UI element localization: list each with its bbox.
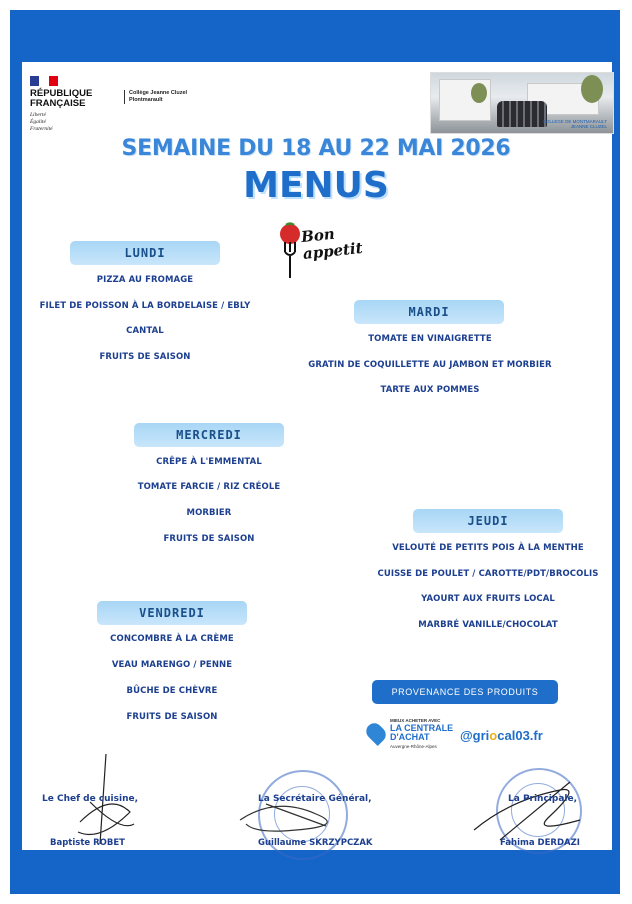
mardi-dish-2: GRATIN DE COQUILLETTE AU JAMBON ET MORBIER (308, 360, 552, 370)
menus-title: MENUS (243, 165, 389, 206)
day-lundi: LUNDI (70, 241, 220, 265)
week-title: SEMAINE DU 18 AU 22 MAI 2026 (121, 136, 511, 161)
secretaire-role: La Secrétaire Général, (258, 794, 372, 804)
chef-role: Le Chef de cuisine, (42, 794, 139, 804)
lundi-dish-3: CANTAL (126, 326, 164, 336)
college-name: Collège Jeanne Cluzel Plontmarault (124, 90, 187, 104)
bon-appetit-text: Bon appetit (300, 224, 364, 264)
day-vendredi: VENDREDI (97, 601, 247, 625)
jeudi-dish-1: VELOUTÉ DE PETITS POIS À LA MENTHE (392, 543, 584, 553)
agri-part-1: @gri (460, 728, 490, 743)
mercredi-dish-2: TOMATE FARCIE / RIZ CRÉOLE (137, 482, 281, 492)
provenance-label: PROVENANCE DES PRODUITS (372, 680, 558, 704)
mardi-dish-1: TOMATE EN VINAIGRETTE (368, 334, 492, 344)
lundi-dish-4: FRUITS DE SAISON (99, 352, 191, 362)
lundi-dish-1: PIZZA AU FROMAGE (96, 275, 194, 285)
centrale-small-text: MIEUX ACHETER AVEC (390, 718, 441, 723)
agri-part-4: l (511, 728, 516, 743)
jeudi-dish-4: MARBRÉ VANILLE/CHOCOLAT (418, 620, 558, 630)
day-mercredi: MERCREDI (134, 423, 284, 447)
lundi-dish-2: FILET DE POISSON À LA BORDELAISE / EBLY (39, 301, 251, 311)
school-photo (430, 72, 614, 134)
republic-motto: Liberté Égalité Fraternité (30, 112, 53, 132)
bon-appetit-logo (276, 222, 366, 282)
chef-name: Baptiste ROBET (50, 838, 125, 848)
centrale-achat-logo (366, 718, 456, 752)
vendredi-dish-3: BÛCHE DE CHÈVRE (126, 686, 218, 696)
republic-title: RÉPUBLIQUE FRANÇAISE (30, 88, 93, 109)
mardi-dish-3: TARTE AUX POMMES (380, 385, 480, 395)
day-jeudi: JEUDI (413, 509, 563, 533)
republique-logo (30, 76, 94, 133)
mercredi-dish-4: FRUITS DE SAISON (163, 534, 255, 544)
photo-caption: COLLEGE DE MONTMARAULT JEANNE CLUZEL (542, 119, 607, 129)
mercredi-dish-3: MORBIER (186, 508, 232, 518)
centrale-sub-text: Auvergne-Rhône-Alpes (390, 744, 437, 749)
centrale-big-text: LA CENTRALE D'ACHAT (390, 723, 454, 742)
vendredi-dish-2: VEAU MARENGO / PENNE (111, 660, 233, 670)
agri-part-2: o (489, 728, 498, 743)
vendredi-dish-4: FRUITS DE SAISON (126, 712, 218, 722)
agrilocal-logo (460, 728, 543, 743)
mercredi-dish-1: CRÊPE À L'EMMENTAL (156, 457, 262, 467)
agri-part-5: 03.fr (515, 728, 543, 743)
marianne-flag-icon (30, 76, 58, 86)
agri-part-3: ca (497, 728, 512, 743)
jeudi-dish-3: YAOURT AUX FRUITS LOCAL (421, 594, 555, 604)
location-pin-icon (363, 720, 389, 746)
principale-name: Fahima DERDAZI (500, 838, 580, 848)
jeudi-dish-2: CUISSE DE POULET / CAROTTE/PDT/BROCOLIS (377, 569, 599, 579)
vendredi-dish-1: CONCOMBRE À LA CRÈME (110, 634, 234, 644)
day-mardi: MARDI (354, 300, 504, 324)
secretaire-name: Guillaume SKRZYPCZAK (258, 838, 373, 848)
principale-role: La Principale, (508, 794, 578, 804)
